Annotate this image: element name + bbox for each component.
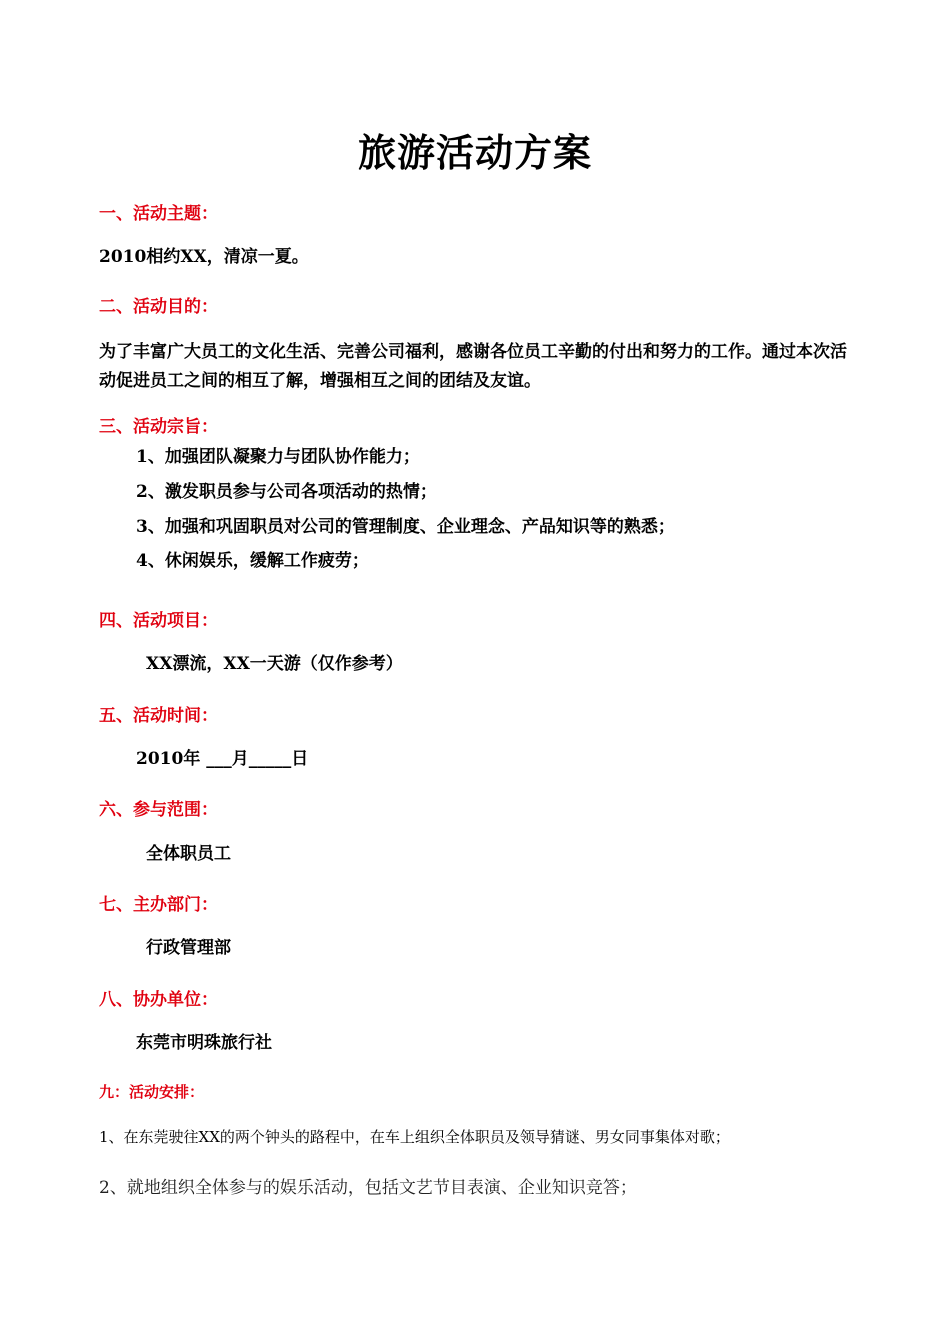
section-heading-scope: 六、参与范围：: [99, 800, 218, 820]
co-organizer-text: 东莞市明珠旅行社: [136, 1033, 272, 1053]
section-heading-time: 五、活动时间：: [99, 706, 218, 726]
purpose-text: 为了丰富广大员工的文化生活、完善公司福利，感谢各位员工辛勤的付出和努力的工作。通过本次活动促进员工之间的相互了解，增强相互之间的团结及友谊。: [99, 342, 847, 391]
aims-item: 1、加强团队凝聚力与团队协作能力；: [136, 447, 420, 467]
section-heading-schedule: 九：活动安排：: [99, 1083, 205, 1101]
section-heading-aims: 三、活动宗旨：: [99, 417, 218, 437]
section-heading-projects: 四、活动项目：: [99, 611, 218, 631]
schedule-item: 2、就地组织全体参与的娱乐活动，包括文艺节目表演、企业知识竞答；: [99, 1178, 637, 1198]
aims-item: 3、加强和巩固职员对公司的管理制度、企业理念、产品知识等的熟悉；: [136, 517, 675, 537]
section-heading-theme: 一、活动主题：: [99, 204, 218, 224]
theme-text: 2010相约XX，清凉一夏。: [99, 247, 309, 267]
section-heading-co-organizer: 八、协办单位：: [99, 990, 218, 1010]
organizer-text: 行政管理部: [146, 938, 231, 958]
aims-item: 2、激发职员参与公司各项活动的热情；: [136, 482, 437, 502]
aims-item: 4、休闲娱乐，缓解工作疲劳；: [136, 551, 369, 571]
section-heading-purpose: 二、活动目的：: [99, 297, 218, 317]
document-title: 旅游活动方案: [357, 130, 592, 175]
schedule-item: 1、在东莞驶往XX的两个钟头的路程中，在车上组织全体职员及领导猜谜、男女同事集体对歌；: [99, 1128, 730, 1146]
time-text: 2010年 ___月_____日: [136, 749, 309, 769]
projects-text: XX漂流，XX一天游（仅作参考）: [146, 654, 403, 674]
section-heading-organizer: 七、主办部门：: [99, 895, 218, 915]
scope-text: 全体职员工: [146, 844, 231, 864]
